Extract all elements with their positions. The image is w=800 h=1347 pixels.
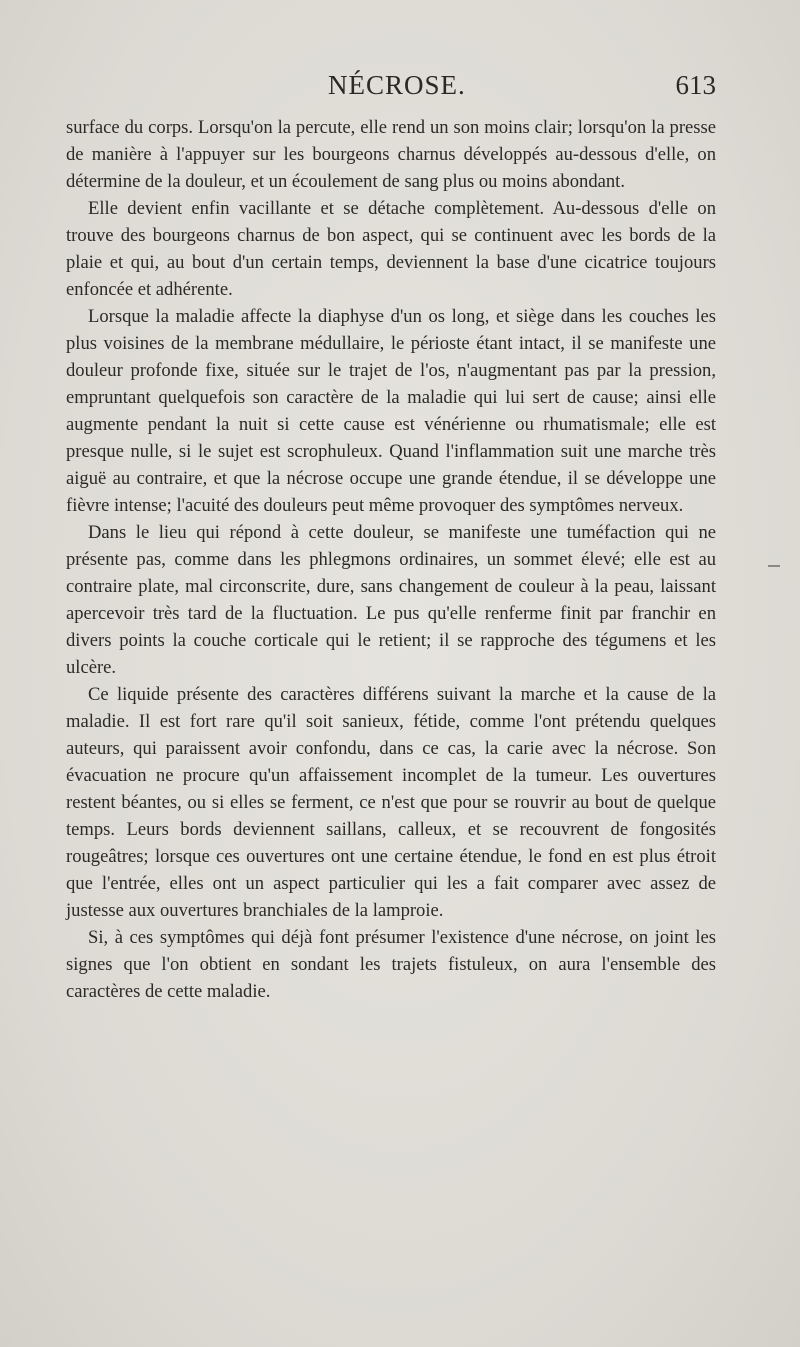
paragraph-5: Ce liquide présente des caractères différens suivant la marche et la cause de la maladie. Il est fort rare qu'il soit sanieux, fétide, comme l'ont prétendu quelques auteurs, qui paraissent avoir confondu, dans ce cas, la carie avec la nécrose. Son évacuation ne procure qu'un affaissement incomplet de la tumeur. Les ouvertures restent béantes, ou si elles se ferment, ce n'est que pour se rouvrir au bout de quelque temps. Leurs bords deviennent saillans, calleux, et se recouvrent de fongosités rougeâtres; lorsque ces ouvertures ont une certaine étendue, le fond en est plus étroit que l'entrée, elles ont un aspect particulier qui les a fait comparer avec assez de justesse aux ouvertures branchiales de la lamproie. xyxy=(66,684,716,921)
running-title: NÉCROSE. xyxy=(328,70,466,100)
body-text xyxy=(66,114,716,1005)
paragraph-1: surface du corps. Lorsqu'on la percute, elle rend un son moins clair; lorsqu'on la presse de manière à l'appuyer sur les bourgeons charnus développés au-dessous d'elle, on détermine de la douleur, et un écoulement de sang plus ou moins abondant. xyxy=(66,117,716,192)
page-number: 613 xyxy=(675,70,716,100)
margin-mark xyxy=(768,565,780,567)
paragraph-6: Si, à ces symptômes qui déjà font présumer l'existence d'une nécrose, on joint les signes que l'on obtient en sondant les trajets fistuleux, on aura l'ensemble des caractères de cette maladie. xyxy=(66,927,716,1002)
paragraph-3: Lorsque la maladie affecte la diaphyse d'un os long, et siège dans les couches les plus voisines de la membrane médullaire, le périoste étant intact, il se manifeste une douleur profonde fixe, située sur le trajet de l'os, n'augmentant pas par la pression, empruntant quelquefois son caractère de la maladie qui lui sert de cause; ainsi elle augmente pendant la nuit si cette cause est vénérienne ou rhumatismale; elle est presque nulle, si le sujet est scrophuleux. Quand l'inflammation suit une marche très aiguë au contraire, et que la nécrose occupe une grande étendue, il se développe une fièvre intense; l'acuité des douleurs peut même provoquer des symptômes nerveux. xyxy=(66,306,716,516)
paragraph-2: Elle devient enfin vacillante et se détache complètement. Au-dessous d'elle on trouve des bourgeons charnus de bon aspect, qui se continuent avec les bords de la plaie et qui, au bout d'un certain temps, deviennent la base d'une cicatrice toujours enfoncée et adhérente. xyxy=(66,198,716,300)
paragraph-4: Dans le lieu qui répond à cette douleur, se manifeste une tuméfaction qui ne présente pas, comme dans les phlegmons ordinaires, un sommet élevé; elle est au contraire plate, mal circonscrite, dure, sans changement de couleur à la peau, laissant apercevoir très tard de la fluctuation. Le pus qu'elle renferme finit par franchir en divers points la couche corticale qui le retient; il se rapproche des tégumens et les ulcère. xyxy=(66,522,716,678)
page-header xyxy=(66,70,716,106)
